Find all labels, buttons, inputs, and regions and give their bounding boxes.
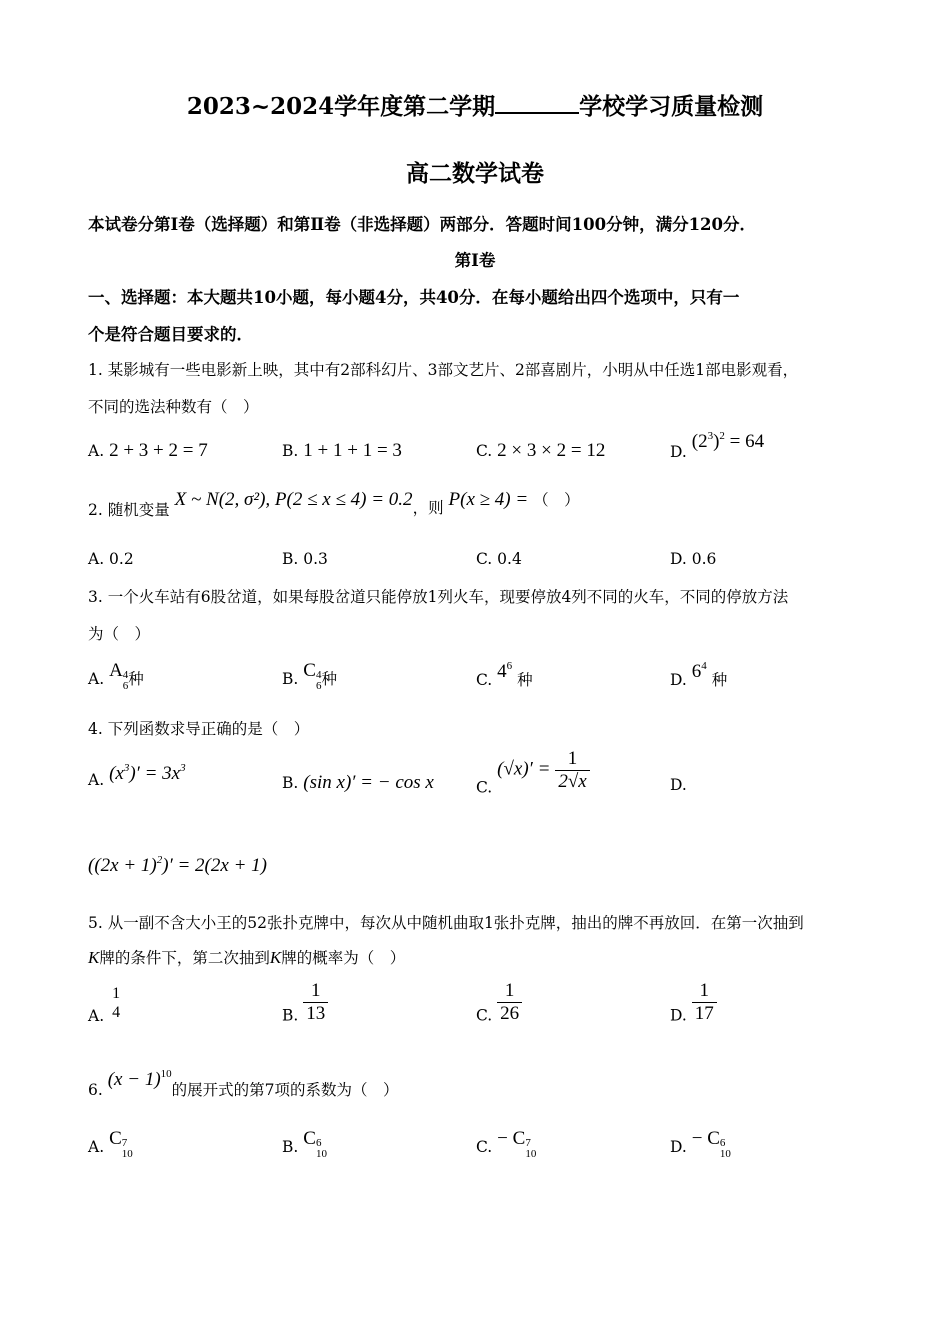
q5-option-d-fraction: $\frac{1}{17}$ (692, 980, 717, 1025)
q4-option-a-expr: $(x^3)' = 3x^3$ (109, 762, 186, 784)
q3-option-b-expr: C 4 6 (303, 660, 322, 692)
q1-option-c-expr: 2 × 3 × 2 = 12 (497, 440, 606, 461)
q5-option-a: A. 1 4 (88, 984, 123, 1025)
q1-option-b: B. 1 + 1 + 1 = 3 (282, 440, 402, 461)
title-part2: 学校学习质量检测 (579, 93, 764, 120)
q4-option-b-expr: (sin x)′ = − cos x (303, 772, 434, 793)
q2-distribution-expr: X ~ N(2, σ²), P(2 ≤ x ≤ 4) = 0.2 (174, 489, 413, 510)
section1-heading-line1: 一、选择题：本大题共10小题，每小题4分，共40分．在每小题给出四个选项中，只有一 (88, 288, 740, 307)
q3-option-c: C. $4^6$ 种 (476, 660, 533, 689)
q6-option-b: B. C 6 10 (282, 1128, 327, 1160)
q6-option-c: C. − C 7 10 (476, 1128, 537, 1160)
q6-option-b-expr: C 6 10 (303, 1128, 327, 1160)
q3-stem-line2: 为（ ） (88, 625, 151, 643)
exam-intro: 本试卷分第Ⅰ卷（选择题）和第Ⅱ卷（非选择题）两部分．答题时间100分钟，满分120分． (88, 215, 757, 234)
q6-stem: 6. $(x - 1)^{10}$的展开式的第7项的系数为（ ） (88, 1068, 399, 1099)
exam-title (0, 88, 950, 121)
exam-subtitle: 高二数学试卷 (406, 160, 544, 187)
q5-option-d: D. $\frac{1}{17}$ (670, 980, 717, 1025)
q3-option-b: B. C 4 6 种 (282, 660, 337, 692)
q5-stem-line2: K牌的条件下，第二次抽到K牌的概率为（ ） (88, 948, 406, 967)
q1-option-a-expr: 2 + 3 + 2 = 7 (109, 440, 208, 461)
q3-option-a-expr: A 4 6 (109, 660, 129, 692)
title-part1: 2023~2024学年度第二学期 (186, 93, 496, 120)
section1-heading-line2: 个是符合题目要求的． (88, 325, 253, 344)
q1-option-a: A. 2 + 3 + 2 = 7 (88, 440, 208, 461)
q4-option-c-fraction: $\frac{1}{2√x}$ (555, 748, 589, 793)
q2-option-c: C. 0.4 (476, 550, 522, 568)
q3-option-c-expr: $4^6$ (497, 660, 513, 682)
q4-option-a: A. $(x^3)' = 3x^3$ (88, 762, 186, 789)
q4-option-d-label: D. (670, 776, 687, 794)
q6-binomial-expr: $(x - 1)^{10}$ (107, 1068, 172, 1090)
q3-option-d-expr: $6^4$ (691, 660, 707, 682)
q2-option-b: B. 0.3 (282, 550, 328, 568)
q1-stem-line1: 1. 某影城有一些电影新上映，其中有2部科幻片、3部文艺片、2部喜剧片，小明从中任选1部电影观看， (88, 361, 799, 379)
q1-option-b-expr: 1 + 1 + 1 = 3 (303, 440, 402, 461)
q4-option-c: C. (√x)′ = $\frac{1}{2√x}$ (476, 748, 590, 797)
q2-stem: 2. 随机变量 X ~ N(2, σ²), P(2 ≤ x ≤ 4) = 0.2，则 P(x ≥ 4) = （ ） (88, 489, 580, 519)
q6-option-d: D. − C 6 10 (670, 1128, 731, 1160)
q5-option-b-fraction: $\frac{1}{13}$ (303, 980, 328, 1025)
q5-option-a-fraction: 1 4 (112, 985, 121, 1021)
q5-option-c: C. $\frac{1}{26}$ (476, 980, 522, 1025)
q3-option-d: D. $6^4$ 种 (670, 660, 728, 689)
q4-option-d-expr: $((2x + 1)^2)' = 2(2x + 1)$ (88, 854, 267, 876)
q2-option-d: D. 0.6 (670, 550, 717, 568)
q4-stem: 4. 下列函数求导正确的是（ ） (88, 720, 310, 738)
q2-probability-expr: P(x ≥ 4) = (448, 489, 529, 510)
q5-stem-line1: 5. 从一副不含大小王的52张扑克牌中，每次从中随机曲取1张扑克牌，抽出的牌不再放回．在第一次抽到 (88, 914, 804, 932)
q2-option-a: A. 0.2 (88, 550, 134, 568)
q3-stem-line1: 3. 一个火车站有6股岔道，如果每股岔道只能停放1列火车，现要停放4列不同的火车，不同的停放方法 (88, 588, 789, 606)
school-name-blank (495, 92, 579, 114)
q1-option-d-expr: $(2^3)^2 = 64$ (691, 430, 765, 452)
q1-option-c: C. 2 × 3 × 2 = 12 (476, 440, 606, 461)
q6-option-d-expr: − C 6 10 (691, 1128, 731, 1160)
q4-option-c-lhs: (√x)′ = (497, 758, 551, 780)
q3-option-a: A. A 4 6 种 (88, 660, 144, 692)
q6-option-a-expr: C 7 10 (109, 1128, 133, 1160)
q6-option-a: A. C 7 10 (88, 1128, 133, 1160)
q5-option-c-fraction: $\frac{1}{26}$ (497, 980, 522, 1025)
q1-stem-line2: 不同的选法种数有（ ） (88, 398, 259, 416)
q6-option-c-expr: − C 7 10 (497, 1128, 537, 1160)
volume-label: 第Ⅰ卷 (454, 251, 496, 270)
q5-option-b: B. $\frac{1}{13}$ (282, 980, 328, 1025)
q4-option-b: B. (sin x)′ = − cos x (282, 772, 434, 793)
q1-option-d: D. $(2^3)^2 = 64$ (670, 430, 765, 461)
